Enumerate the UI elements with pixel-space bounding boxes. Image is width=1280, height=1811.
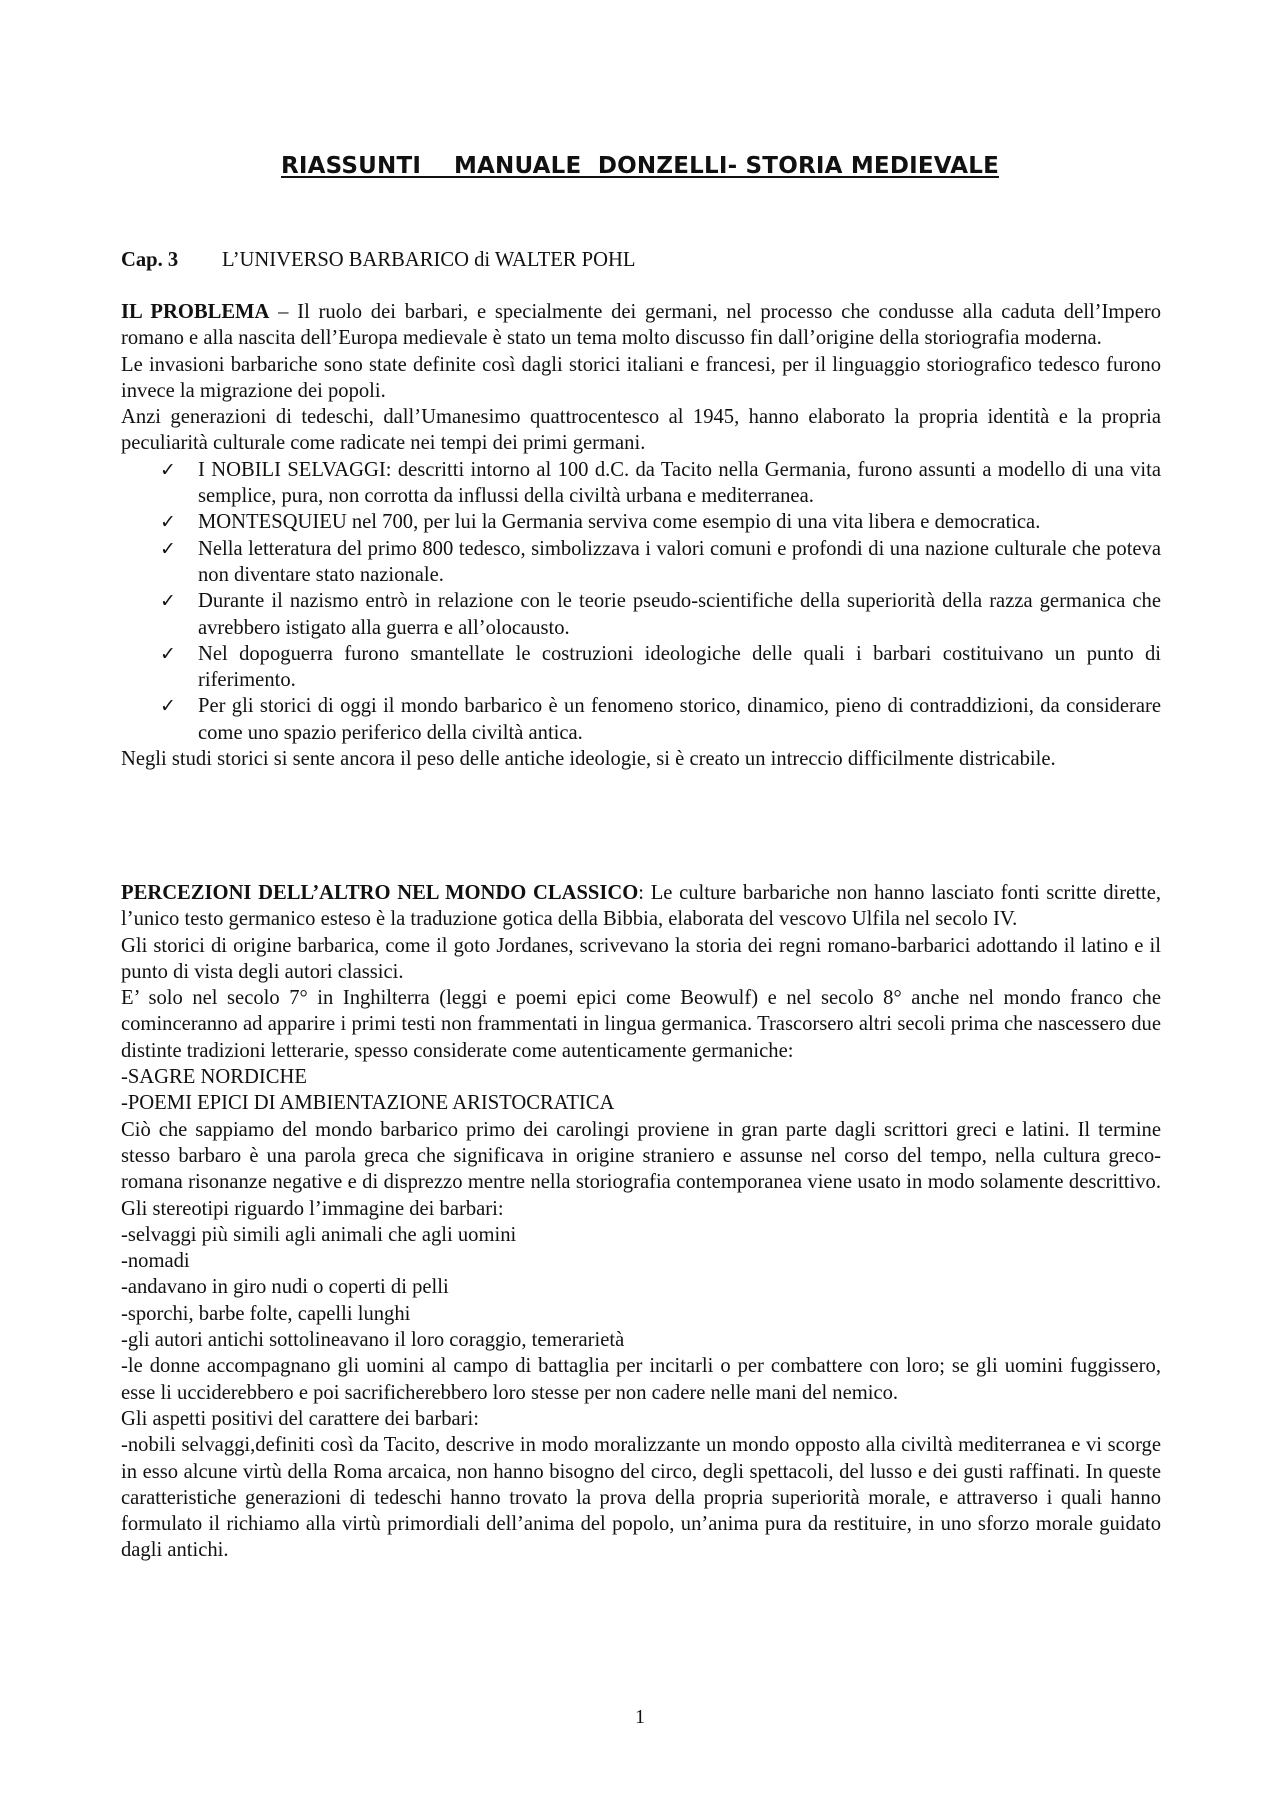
closing-paragraph: Negli studi storici si sente ancora il peso delle antiche ideologie, si è creato un intreccio difficilmente districabile. <box>121 748 1056 771</box>
section-intro-paragraph <box>121 299 1161 352</box>
check-icon: ✓ <box>160 695 176 718</box>
paragraph: -nobili selvaggi,definiti così da Tacito, descrive in modo moralizzante un mondo opposto alla civiltà mediterranea e vi scorge in esso alcune virtù della Roma arcaica, non hanno bisogno del circo, degli spettacoli, del lusso e dei gusti raffinati. In queste caratteristiche generazioni di tedeschi hanno trovato la prova della propria superiorità morale, e attraverso i quali hanno formulato il richiamo alla virtù primordiali dell’anima del popolo, un’anima pura da restituire, in uno sforzo morale guidato dagli antichi. <box>121 1434 1161 1562</box>
paragraph: Le invasioni barbariche sono state definite così dagli storici italiani e francesi, per il linguaggio storiografico tedesco furono invece la migrazione dei popoli. <box>121 353 1161 402</box>
section-intro-text: : Le culture barbariche non hanno lasciato fonti scritte dirette, l’unico testo germanico esteso è la traduzione gotica della Bibbia, elaborata del vescovo Ulfila nel secolo IV. <box>121 882 1162 931</box>
document-title-text: RIASSUNTI MANUALE DONZELLI- STORIA MEDIEVALE <box>280 153 999 179</box>
chapter-number: Cap. 3 <box>121 249 179 271</box>
checklist-item <box>160 457 1161 510</box>
dash-list-item: -gli autori antichi sottolineavano il loro coraggio, temerarietà <box>121 1329 625 1352</box>
section-heading: PERCEZIONI DELL’ALTRO NEL MONDO CLASSICO <box>121 882 639 904</box>
section-intro-text: – Il ruolo dei barbari, e specialmente dei germani, nel processo che condusse alla caduta dell’Impero romano e alla nascita dell’Europa medievale è stato un tema molto discusso fin dall’origine della storiografia moderna. <box>121 301 1162 350</box>
paragraph: Anzi generazioni di tedeschi, dall’Umanesimo quattrocentesco al 1945, hanno elaborato la propria identità e la propria peculiarità culturale come radicate nei tempi dei primi germani. <box>121 406 1161 455</box>
checklist-item-text: Durante il nazismo entrò in relazione con le teorie pseudo-scientifiche della superiorità della razza germanica che avrebbero istigato alla guerra e all’olocausto. <box>198 590 1161 639</box>
dash-list-item: -SAGRE NORDICHE <box>121 1066 307 1089</box>
checklist-item-text: Per gli storici di oggi il mondo barbarico è un fenomeno storico, dinamico, pieno di contraddizioni, da considerare come uno spazio periferico della civiltà antica. <box>198 695 1161 744</box>
dash-list-item: -nomadi <box>121 1250 190 1273</box>
dash-list-item: -le donne accompagnano gli uomini al campo di battaglia per incitarli o per combattere con loro; se gli uomini fuggissero, esse li ucciderebbero e poi sacrificherebbero loro stesse per non cadere nelle mani del nemico. <box>121 1355 1161 1404</box>
dash-list-item: -sporchi, barbe folte, capelli lunghi <box>121 1302 411 1325</box>
dash-list-item: -selvaggi più simili agli animali che agli uomini <box>121 1223 517 1246</box>
checklist-item-text: Nel dopoguerra furono smantellate le costruzioni ideologiche delle quali i barbari costituivano un punto di riferimento. <box>198 642 1161 692</box>
checklist-item-text: I NOBILI SELVAGGI: descritti intorno al 100 d.C. da Tacito nella Germania, furono assunti a modello di una vita semplice, pura, non corrotta da influssi della civiltà urbana e mediterranea. <box>198 458 1161 508</box>
checklist-item <box>160 588 1161 641</box>
checklist-item <box>160 641 1161 694</box>
check-icon: ✓ <box>160 642 176 665</box>
section-percezioni <box>121 880 1161 1564</box>
check-icon: ✓ <box>160 511 176 534</box>
paragraph: Gli storici di origine barbarica, come il goto Jordanes, scrivevano la storia dei regni romano-barbarici adottando il latino e il punto di vista degli autori classici. <box>121 934 1161 983</box>
checklist <box>121 457 1161 746</box>
check-icon: ✓ <box>160 590 176 613</box>
section-heading: IL PROBLEMA <box>121 301 270 323</box>
check-icon: ✓ <box>160 537 176 560</box>
section-intro-paragraph <box>121 880 1161 933</box>
checklist-item-text: Nella letteratura del primo 800 tedesco, simbolizzava i valori comuni e profondi di una nazione culturale che poteva non diventare stato nazionale. <box>198 537 1161 586</box>
check-icon: ✓ <box>160 458 176 481</box>
section-il-problema <box>121 299 1161 772</box>
chapter-heading <box>121 247 1161 273</box>
page-number: 1 <box>635 1706 645 1728</box>
checklist-item <box>160 536 1161 589</box>
paragraph: Gli aspetti positivi del carattere dei barbari: <box>121 1407 479 1430</box>
paragraph: E’ solo nel secolo 7° in Inghilterra (leggi e poemi epici come Beowulf) e nel secolo 8° anche nel mondo franco che cominceranno ad apparire i primi testi non frammentati in lingua germanica. Trascorsero altri secoli prima che nascessero due distinte tradizioni letterarie, spesso considerate come autenticamente germaniche: <box>121 987 1161 1062</box>
checklist-item <box>160 509 1161 535</box>
dash-list-item: -POEMI EPICI DI AMBIENTAZIONE ARISTOCRATICA <box>121 1092 615 1115</box>
dash-list-item: -andavano in giro nudi o coperti di pelli <box>121 1276 449 1299</box>
document-title <box>0 151 1280 181</box>
paragraph: Ciò che sappiamo del mondo barbarico primo dei carolingi proviene in gran parte dagli scrittori greci e latini. Il termine stesso barbaro è una parola greca che significava in origine straniero e assunse nel corso del tempo, nella cultura greco-romana risonanze negative e di disprezzo mentre nella storiografia contemporanea viene usato in modo solamente descrittivo. Gli stereotipi riguardo l’immagine dei barbari: <box>121 1118 1161 1220</box>
checklist-item-text: MONTESQUIEU nel 700, per lui la Germania serviva come esempio di una vita libera e democratica. <box>198 511 1041 534</box>
chapter-title: L’UNIVERSO BARBARICO di WALTER POHL <box>222 249 636 271</box>
checklist-item <box>160 693 1161 746</box>
